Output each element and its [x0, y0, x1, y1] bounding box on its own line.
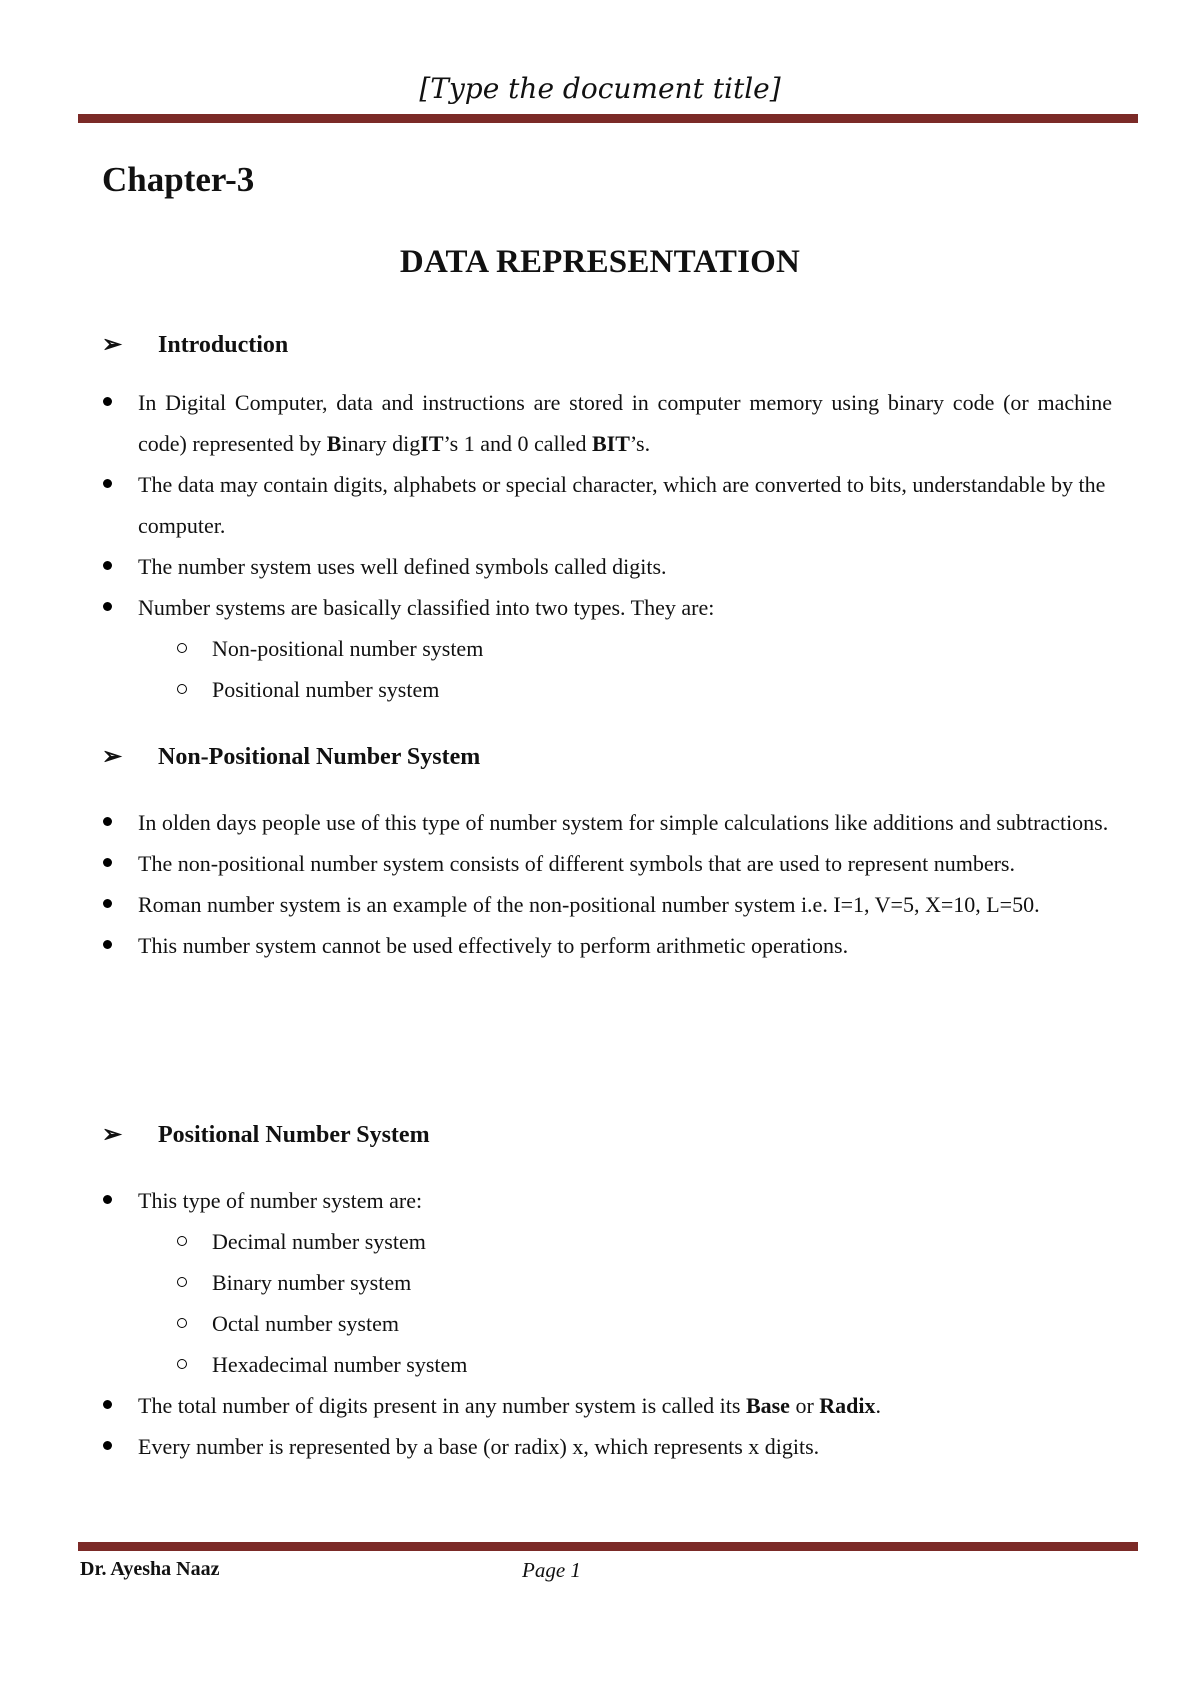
list-item: In olden days people use of this type of number system for simple calculations like additions and subtractions.	[102, 802, 1112, 843]
list-item: Roman number system is an example of the non-positional number system i.e. I=1, V=5, X=10, L=50.	[102, 884, 1112, 925]
sub-list-item: Decimal number system	[102, 1221, 1112, 1262]
sub-list-item: Binary number system	[102, 1262, 1112, 1303]
filled-circle-bullet-icon	[103, 479, 112, 488]
hollow-circle-bullet-icon	[177, 1277, 187, 1287]
filled-circle-bullet-icon	[103, 858, 112, 867]
sub-list-item: Hexadecimal number system	[102, 1344, 1112, 1385]
list-item: The non-positional number system consists of different symbols that are used to represent numbers.	[102, 843, 1112, 884]
sub-list-item: Positional number system	[102, 669, 1112, 710]
list-item: This type of number system are:	[102, 1180, 1112, 1221]
filled-circle-bullet-icon	[103, 817, 112, 826]
arrowhead-bullet-icon: ➢	[102, 744, 123, 770]
hollow-circle-bullet-icon	[177, 1359, 187, 1369]
footer-rule	[78, 1542, 1138, 1551]
list-item: In Digital Computer, data and instructions are stored in computer memory using binary code (or machine code) represented by Binary digIT’s 1 and 0 called BIT’s.	[102, 382, 1112, 464]
list-item: The total number of digits present in any number system is called its Base or Radix.	[102, 1385, 1112, 1426]
arrowhead-bullet-icon: ➢	[102, 332, 123, 358]
filled-circle-bullet-icon	[103, 397, 112, 406]
arrowhead-bullet-icon: ➢	[102, 1122, 123, 1148]
list-item: Every number is represented by a base (or radix) x, which represents x digits.	[102, 1426, 1112, 1467]
filled-circle-bullet-icon	[103, 1441, 112, 1450]
filled-circle-bullet-icon	[103, 899, 112, 908]
hollow-circle-bullet-icon	[177, 1318, 187, 1328]
non-positional-list	[102, 802, 1112, 966]
list-item: The number system uses well defined symbols called digits.	[102, 546, 1112, 587]
footer-author: Dr. Ayesha Naaz	[80, 1558, 220, 1580]
introduction-list	[102, 382, 1112, 710]
positional-list	[102, 1180, 1112, 1467]
main-title: DATA REPRESENTATION	[399, 244, 801, 280]
header-rule	[78, 114, 1138, 123]
filled-circle-bullet-icon	[103, 940, 112, 949]
footer-page-number: Page 1	[522, 1558, 581, 1582]
hollow-circle-bullet-icon	[177, 643, 187, 653]
filled-circle-bullet-icon	[103, 1400, 112, 1409]
filled-circle-bullet-icon	[103, 561, 112, 570]
section-heading-non-positional	[102, 742, 480, 771]
filled-circle-bullet-icon	[103, 602, 112, 611]
list-item: Number systems are basically classified into two types. They are:	[102, 587, 1112, 628]
section-heading-label: Introduction	[158, 332, 289, 358]
section-heading-positional	[102, 1120, 430, 1149]
filled-circle-bullet-icon	[103, 1195, 112, 1204]
list-item: The data may contain digits, alphabets or special character, which are converted to bits, understandable by the computer.	[102, 464, 1112, 546]
section-heading-introduction	[102, 330, 288, 359]
section-heading-label: Positional Number System	[158, 1122, 430, 1148]
hollow-circle-bullet-icon	[177, 1236, 187, 1246]
hollow-circle-bullet-icon	[177, 684, 187, 694]
sub-list-item: Non-positional number system	[102, 628, 1112, 669]
section-heading-label: Non-Positional Number System	[158, 744, 481, 770]
sub-list-item: Octal number system	[102, 1303, 1112, 1344]
chapter-heading: Chapter-3	[102, 160, 255, 199]
list-item: This number system cannot be used effectively to perform arithmetic operations.	[102, 925, 1112, 966]
document-title: [Type the document title]	[419, 72, 781, 105]
